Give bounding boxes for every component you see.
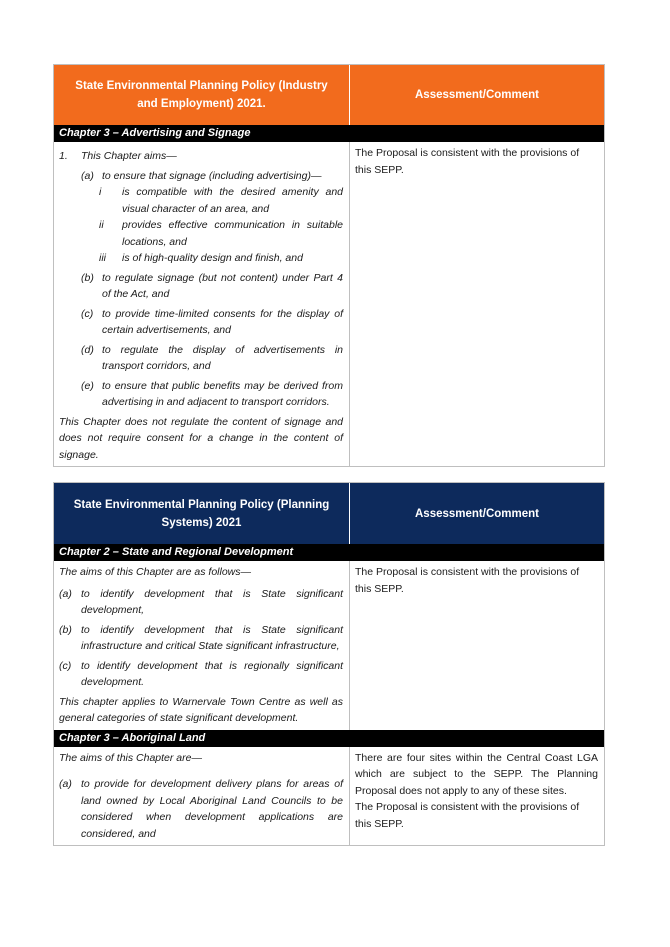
assessment-column-header: Assessment/Comment [415, 507, 539, 520]
list-item: i is compatible with the desired amenity and visual character of an area, and [99, 186, 343, 215]
provisions-cell [54, 142, 350, 466]
provisions-cell [54, 747, 350, 846]
table-row [54, 747, 604, 846]
policy-title: State Environmental Planning Policy (Industry and Employment) 2021. [54, 65, 350, 125]
planning-systems-sepp-table [53, 482, 605, 846]
table-header [54, 483, 604, 544]
chapter-heading: Chapter 2 – State and Regional Development [54, 544, 604, 561]
chapter-note: This chapter applies to Warnervale Town Centre as well as general categories of state significant development. [59, 695, 343, 724]
chapter-intro: The aims of this Chapter are— [59, 751, 202, 764]
assessment-paragraph: There are four sites within the Central Coast LGA which are subject to the SEPP. The Planning Proposal does not apply to any of these sites. [355, 751, 598, 797]
list-item: (c) to provide time-limited consents for the display of certain advertisements, and [81, 307, 343, 336]
list-item: 1. This Chapter aims— [59, 150, 177, 162]
assessment-cell [350, 747, 604, 846]
chapter-intro: The aims of this Chapter are as follows— [59, 566, 251, 578]
assessment-column-header: Assessment/Comment [415, 89, 539, 101]
assessment-cell: The Proposal is consistent with the provisions of this SEPP. [355, 566, 580, 595]
list-item: (a) to provide for development delivery plans for areas of land owned by Local Aboriginal Land Councils to be considered when development applications are considered, and [59, 778, 343, 840]
list-item: ii provides effective communication in suitable locations, and [99, 219, 343, 248]
table-row [54, 561, 604, 730]
list-item: (a) to identify development that is State significant development, [59, 587, 343, 616]
list-item: (d) to regulate the display of advertisements in transport corridors, and [81, 343, 343, 372]
table-header [54, 65, 604, 125]
provisions-cell [54, 561, 350, 730]
list-item: (c) to identify development that is regionally significant development. [59, 659, 343, 688]
chapter-note: This Chapter does not regulate the content of signage and does not require consent for a change in the content of signage. [59, 415, 343, 461]
industry-employment-sepp-table [53, 64, 605, 467]
chapter-heading: Chapter 3 – Advertising and Signage [54, 125, 604, 142]
assessment-paragraph: The Proposal is consistent with the provisions of this SEPP. [355, 801, 580, 830]
list-item: (b) to regulate signage (but not content) under Part 4 of the Act, and [81, 271, 343, 300]
list-item: (a) to ensure that signage (including advertising)— [81, 169, 322, 182]
list-item: (b) to identify development that is State significant infrastructure and critical State significant infrastructure, [59, 623, 343, 652]
list-item: iii is of high-quality design and finish, and [99, 252, 303, 264]
chapter-heading: Chapter 3 – Aboriginal Land [54, 730, 604, 747]
list-item: (e) to ensure that public benefits may be derived from advertising in and adjacent to transport corridors. [81, 379, 343, 408]
table-row [54, 142, 604, 466]
policy-title: State Environmental Planning Policy (Planning Systems) 2021 [54, 483, 350, 544]
assessment-cell: The Proposal is consistent with the provisions of this SEPP. [355, 147, 580, 176]
